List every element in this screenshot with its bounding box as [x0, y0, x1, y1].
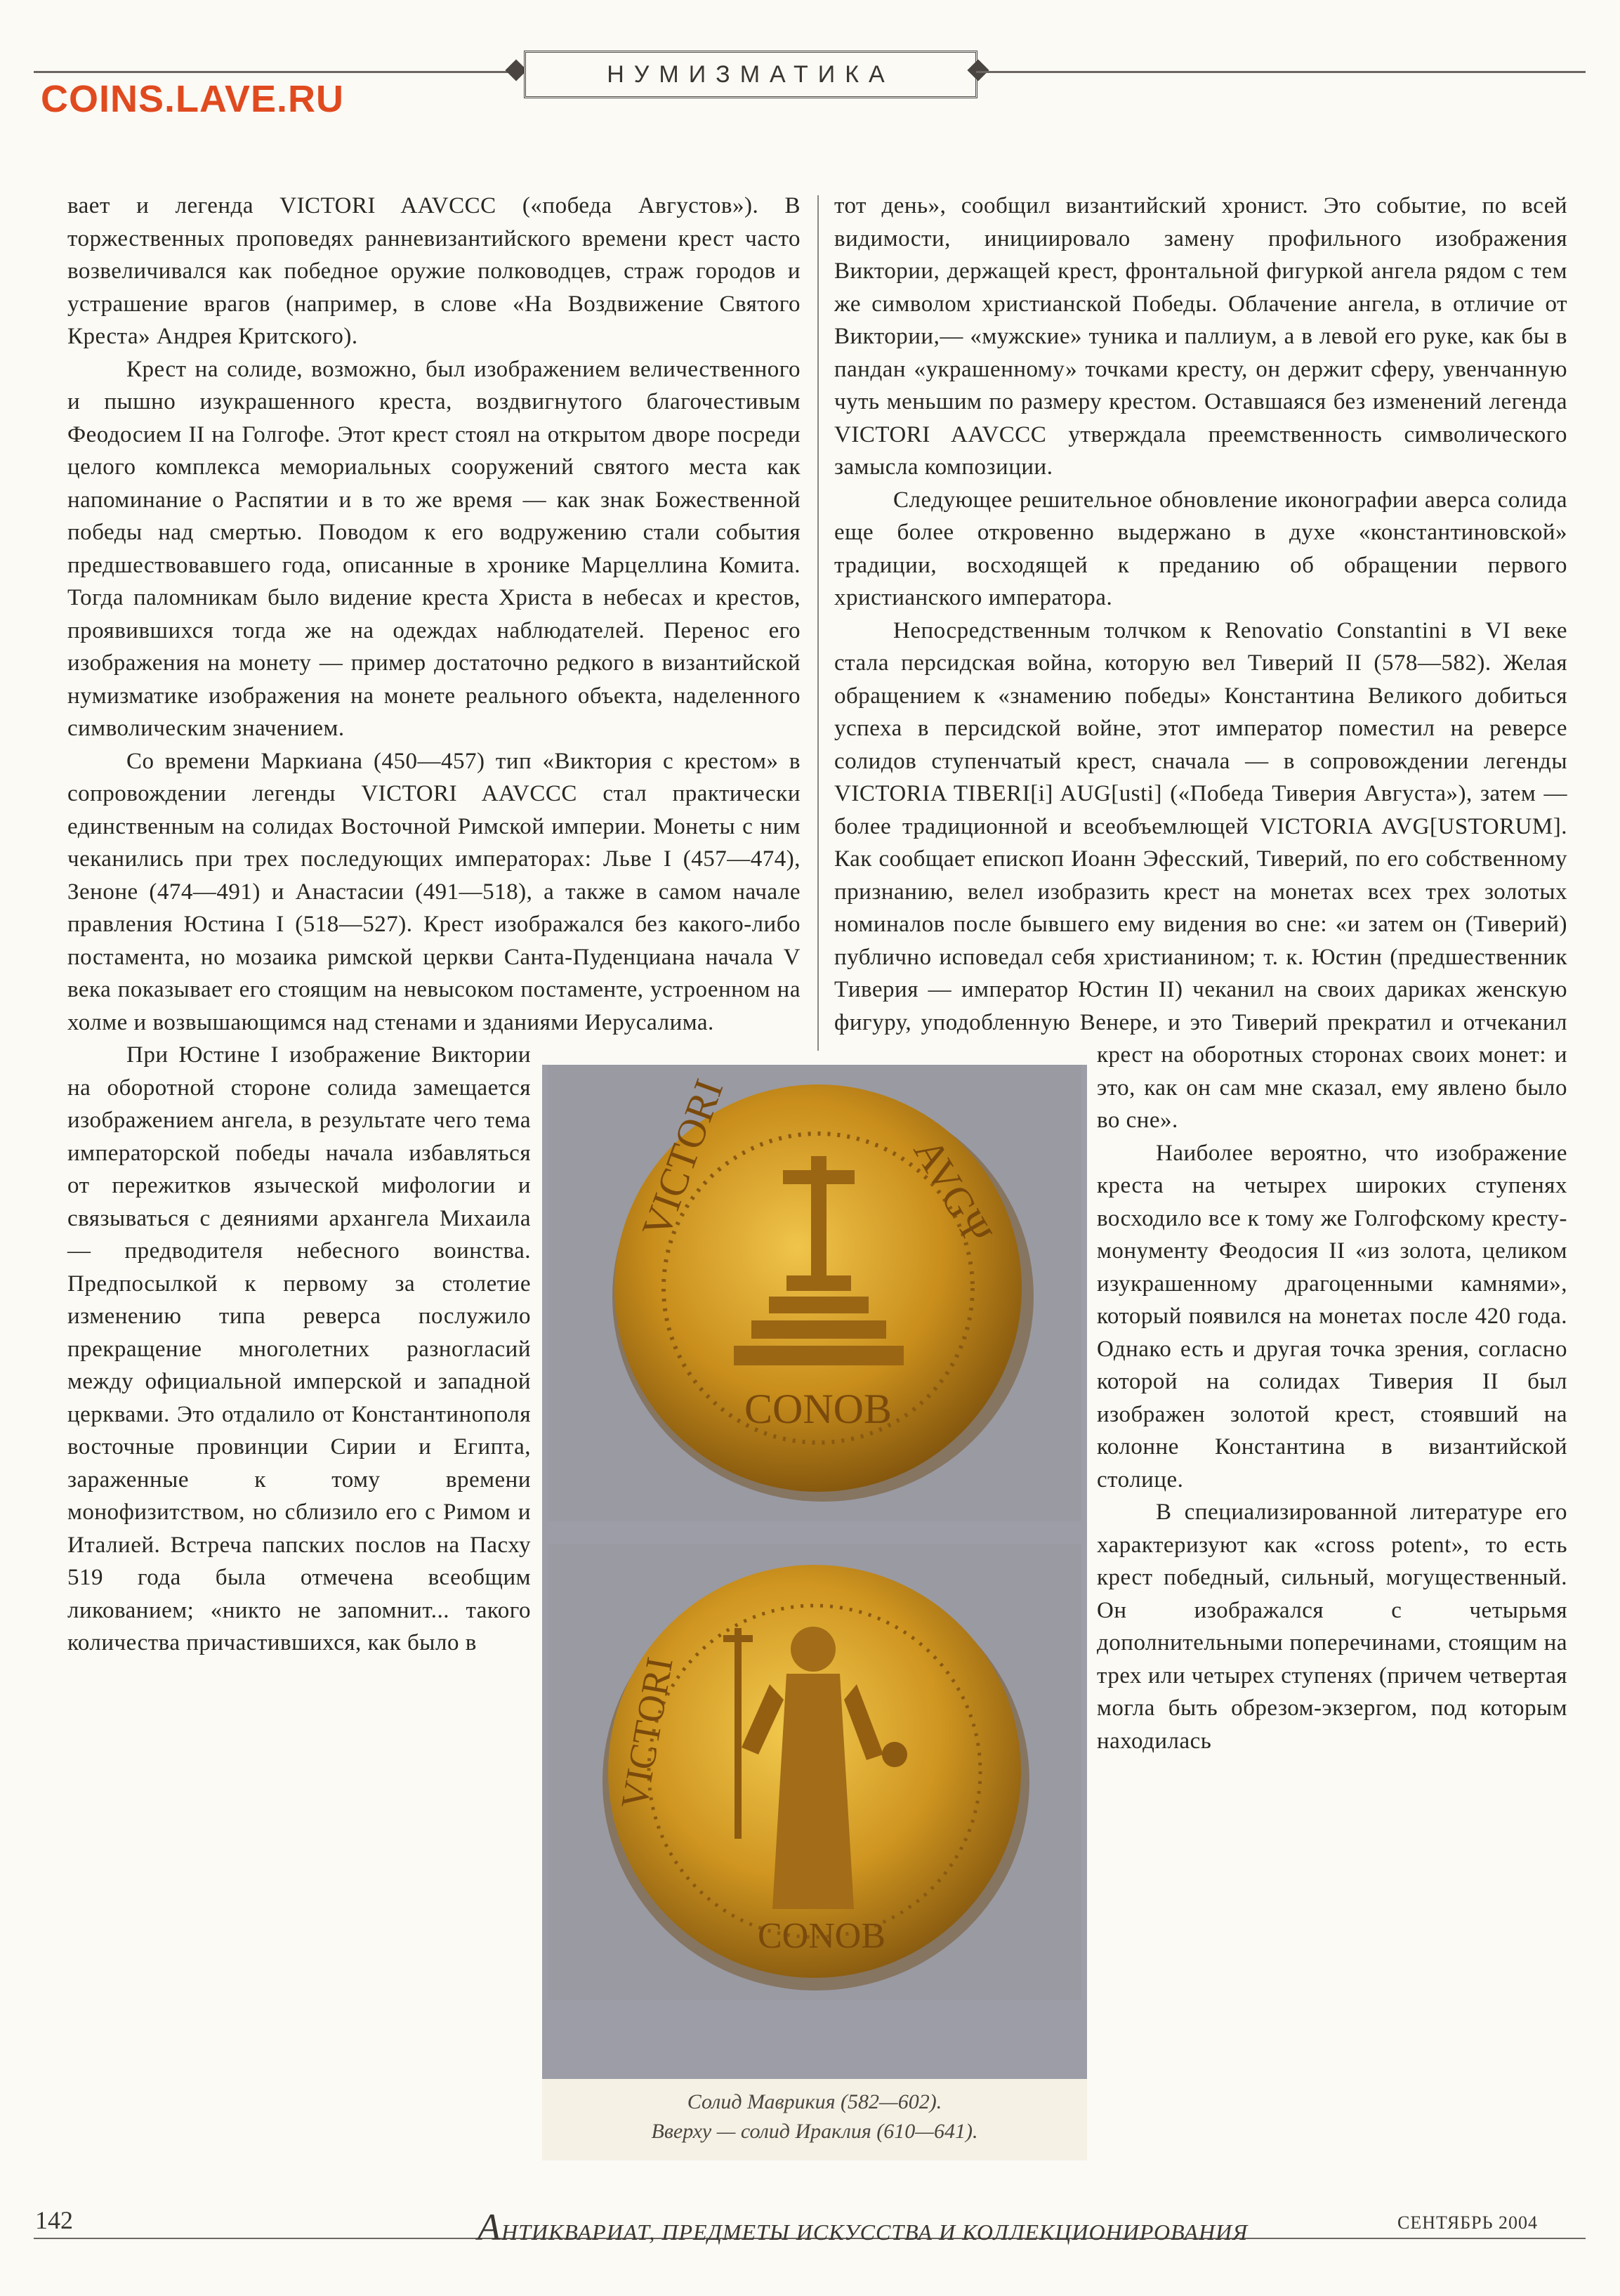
coin-top-legend-left: VICTORI: [633, 1073, 732, 1244]
magazine-initial: А: [478, 2206, 501, 2248]
caption-line-2: Вверху — солид Ираклия (610—641).: [651, 2120, 978, 2143]
paragraph: При Юстине I изображение Виктории на оборотной стороне солида замещается изображением ангела, в результате чего тема императорской победы начала избавляться от пережитков языческой мифологии и связываться с деяниями архангела Михаила — предводителя небесного воинства. Предпосылкой к первому за столетие изменению типа реверса послужило прекращение многолетних разногласий между официальной имперской и западной церквами. Это отдалило от Константинополя восточные провинции Сирии и Египта, зараженные к тому времени монофизитством, но сблизило его с Римом и Италией. Встреча папских послов на Пасху 519 года была отмечена всеобщим ликованием; «никто не запомнит... такого количества причастившихся, как было в: [67, 1042, 531, 1655]
paragraph: Крест на солиде, возможно, был изображением величественного и пышно изукрашенного креста, воздвигнутого благочестивым Феодосием II на Голгофе. Этот крест стоял на открытом дворе посреди целого комплекса мемориальных сооружений святого места как напоминание о Распятии и в то же время — как знак Божественной победы над смертью. Поводом к его водружению стали события предшествовавшего года, описанные в хронике Марцеллина Комита. Тогда паломникам было видение креста Христа в небесах и крестов, проявившихся тогда же на одеждах наблюдателей. Перенос его изображения на монету — пример достаточно редкого в византийской нумизматике изображения на монете реального объекта, наделенного символическим значением.: [67, 356, 801, 741]
coin-maurice-image: [548, 1544, 1081, 2000]
paragraph: Со времени Маркиана (450—457) тип «Виктория с крестом» в сопровождении легенды VICTORI AAVCCC стал практически единственным на солидах Восточной Римской империи. Монеты с ним чеканились при трех последующих императорах: Льве I (457—474), Зеноне (474—491) и Анастасии (491—518), а также в самом начале правления Юстина I (518—527). Крест изображался без какого-либо постамента, но мозаика римской церкви Санта-Пуденциана начала V века показывает его стоящим на невысоком постаменте, устроенном на холме и возвышающимся над стенами и зданиями Иерусалима.: [67, 748, 801, 1035]
coin-bottom-legend: VICTORI: [612, 1653, 681, 1813]
section-header: [524, 51, 977, 98]
paragraph: Наиболее вероятно, что изображение креста на четырех широких ступенях восходило все к тому же Голгофскому кресту-монументу Феодосия II «из золота, целиком изукрашенному драгоценными камнями», который появился на монетах после 420 года. Однако есть и другая точка зрения, согласно которой на солидах Тиверия II был изображен золотой крест, стоявший на колонне Константина в византийской столице.: [1097, 1140, 1567, 1493]
caption-line-1: Солид Маврикия (582—602).: [687, 2090, 942, 2113]
section-title: НУМИЗМАТИКА: [607, 60, 895, 88]
coin-illustration: [542, 1065, 1087, 2155]
magazine-title: [478, 2205, 1248, 2249]
paragraph: Следующее решительное обновление иконографии аверса солида еще более откровенно выдержано в духе «константиновской» традиции, восходящей к преданию об обращении первого христианского императора.: [834, 487, 1567, 610]
paragraph: вает и легенда VICTORI AAVCCC («победа Августов»). В торжественных проповедях ранневизантийского времени крест часто возвеличивался как победное оружие полководцев, страж городов и устрашение врагов (например, в слове «На Воздвижение Святого Креста» Андрея Критского).: [67, 193, 801, 349]
issue-date: СЕНТЯБРЬ 2004: [1397, 2212, 1539, 2233]
coin-bottom-exergue: CONOB: [757, 1916, 886, 1956]
paragraph: Непосредственным толчком к Renovatio Constantini в VI веке стала персидская война, которую вел Тиверий II (578—582). Желая обращением к «знамению победы» Константина Великого добиться успеха в персидской войне, этот император поместил на реверсе солидов ступенчатый крест, сначала — в сопровождении легенды VICTORIA TIBERI[i] AUG[usti] («Победа Тиверия Августа»), затем — более традиционной и всеобъемлющей VICTORIA AVG[USTORUM]. Как сообщает епископ Иоанн Эфесский, Тиверий, по его собственному признанию, велел изобразить крест на монетах всех трех золотых номиналов после бывшего ему видения во сне: «и затем он (Тиверий) публично исповедал себя христианином; т. к. Юстин (предшественник Тиверия — император Юстин II) чеканил на своих дариках женскую фигуру, уподобленную Венере, и это Тиверий прекратил и отчеканил крест на оборотных сторонах своих монет: и это, как он сам мне сказал, ему явлено было во сне».: [834, 617, 1567, 1133]
paragraph: В специализированной литературе его характеризуют как «cross potent», то есть крест победный, сильный, могущественный. Он изображался с четырьмя дополнительными поперечинами, стоящим на трех или четырех ступенях (причем четвертая могла быть обрезом-экзергом, под которым находилась: [1097, 1500, 1567, 1754]
photo-caption: [542, 2079, 1087, 2160]
coin-photo-maurice: [548, 1544, 1081, 2000]
page-number: 142: [35, 2206, 73, 2234]
coin-heraclius-image: [548, 1065, 1081, 1521]
header-rule-right: [976, 71, 1586, 73]
coin-top-legend-right: AVGΨ: [904, 1131, 1001, 1252]
magazine-name: НТИКВАРИАТ, ПРЕДМЕТЫ ИСКУССТВА И КОЛЛЕКЦИОНИРОВАНИЯ: [501, 2219, 1249, 2245]
coin-top-exergue: CONOB: [744, 1386, 893, 1432]
header-rule-left: [34, 71, 510, 73]
site-watermark: COINS.LAVE.RU: [41, 78, 345, 120]
paragraph: тот день», сообщил византийский хронист. Это событие, по всей видимости, инициировало замену профильного изображения Виктории, держащей крест, фронтальной фигуркой ангела рядом с тем же символом христианской Победы. Облачение ангела, в отличие от Виктории,— «мужские» туника и паллиум, а в левой его руке, как бы в пандан «украшенному» точками кресту, он держит сферу, увенчанную чуть меньшим по размеру крестом. Оставшаяся без изменений легенда VICTORI AAVCCC утверждала преемственность символического замысла композиции.: [834, 193, 1567, 480]
coin-photo-heraclius: [548, 1065, 1081, 1521]
column-divider: [817, 195, 819, 1051]
